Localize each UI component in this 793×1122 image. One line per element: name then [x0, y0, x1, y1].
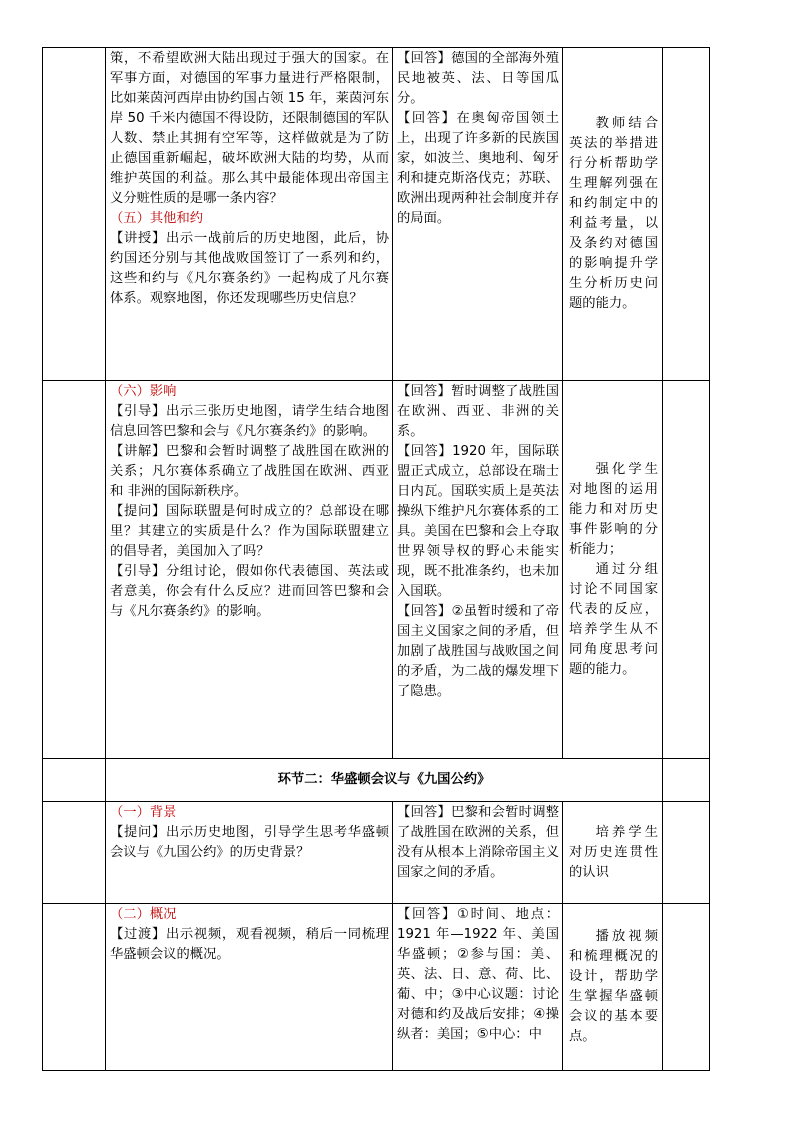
blank-cell: [663, 904, 710, 1071]
blank-cell: [663, 759, 710, 802]
teacher-activity-cell: [106, 802, 393, 904]
activity-tag: 【回答】: [397, 604, 452, 619]
activity-tag: 【讲授】: [110, 231, 166, 246]
lesson-plan-table: [42, 47, 710, 1071]
student-activity: [393, 48, 562, 231]
student-activity-cell: [393, 802, 563, 904]
blank-cell: [43, 381, 106, 759]
paragraph: 【回答】①时间、地点：1921 年—1922 年、美国华盛顿；②参与国：美、英、法、日、意、荷、比、葡、中；③中心议题：讨论对德和约及战后安排；④操纵者：美国；⑤中心：中: [397, 907, 559, 1042]
teacher-activity-cell: [106, 48, 393, 381]
activity-tag: 【提问】: [110, 504, 166, 519]
paragraph: 【回答】德国的全部海外殖民地被英、法、日等国瓜分。: [397, 51, 560, 106]
activity-tag: 【提问】: [110, 825, 166, 840]
blank-cell: [663, 381, 710, 759]
paragraph: 【回答】巴黎和会暂时调整了战胜国在欧洲的关系，但没有从根本上消除帝国主义国家之间的矛盾。: [397, 805, 560, 880]
activity-tag: 【引导】: [110, 564, 166, 579]
teacher-activity-cell: [106, 904, 393, 1071]
design-purpose: 播放视频和梳理概况的设计，帮助学生掌握华盛顿会议的基本要点。: [569, 929, 658, 1044]
paragraph: 【回答】在奥匈帝国领土上，出现了许多新的民族国家，如波兰、奥地利、匈牙利和捷克斯洛伐克；苏联、欧洲出现两种社会制度并存的局面。: [397, 111, 560, 226]
student-activity: [393, 904, 562, 1070]
section-heading: （六）影响: [110, 384, 177, 399]
paragraph: 【讲授】出示一战前后的历史地图，此后，协约国还分别与其他战败国签订了一系列和约，这些和约与《凡尔赛条约》一起构成了凡尔赛体系。观察地图，你还发现哪些历史信息？: [110, 231, 389, 306]
activity-tag: 【回答】: [397, 111, 457, 126]
section-heading: （二）概况: [110, 907, 177, 922]
blank-cell: [663, 48, 710, 381]
design-purpose: 强化学生对地图的运用能力和对历史事件影响的分析能力； 通过分组讨论不同国家代表的反应，培养学生从不同角度思考问题的能力。: [569, 461, 658, 677]
design-purpose: 培养学生对历史连贯性的认识: [569, 824, 658, 880]
section-row: [43, 759, 710, 802]
design-purpose: 教师结合英法的举措进行分析帮助学生理解列强在和约制定中的利益考量，以及条约对德国的影响提升学生分析历史问题的能力。: [569, 116, 658, 311]
blank-cell: [43, 904, 106, 1071]
section-heading: （五）其他和约: [110, 211, 204, 226]
paragraph: 策，不希望欧洲大陆出现过于强大的国家。在军事方面，对德国的军事力量进行严格限制，比如莱茵河西岸由协约国占领 15 年，莱茵河东岸 50 千米内德国不得设防，还限制德国的军队人数、禁止其拥有空军等，这样做就是为了防止德国重新崛起，破坏欧洲大陆的均势，从而维护英国的利益。那么其中最能体现出帝国主义分赃性质的是哪一条内容？: [110, 51, 389, 206]
table-row: [43, 48, 710, 381]
student-activity-cell: [393, 381, 563, 759]
paragraph: 【过渡】出示视频，观看视频，稍后一同梳理华盛顿会议的概况。: [110, 927, 389, 962]
table-row: [43, 381, 710, 759]
design-purpose-cell: [563, 904, 663, 1071]
student-activity: [393, 802, 562, 885]
paragraph: 【回答】②虽暂时缓和了帝国主义国家之间的矛盾，但加剧了战胜国与战败国之间的矛盾，为二战的爆发埋下了隐患。: [397, 604, 560, 699]
paragraph: 【讲解】巴黎和会暂时调整了战胜国在欧洲的关系；凡尔赛体系确立了战胜国在欧洲、西亚和 非洲的国际新秩序。: [110, 444, 389, 499]
teacher-activity-cell: [106, 381, 393, 759]
activity-tag: 【引导】: [110, 404, 166, 419]
student-activity: [393, 381, 562, 704]
paragraph: 【引导】分组讨论，假如你代表德国、英法或者意美，你会有什么反应？进而回答巴黎和会与《凡尔赛条约》的影响。: [110, 564, 389, 619]
paragraph: 【提问】国际联盟是何时成立的？总部设在哪里？其建立的实质是什么？作为国际联盟建立的倡导者，美国加入了吗？: [110, 504, 389, 559]
teacher-activity: [106, 381, 392, 624]
section-title-cell: [106, 759, 663, 802]
activity-tag: 【回答】: [397, 444, 453, 459]
student-activity-cell: [393, 48, 563, 381]
blank-cell: [663, 802, 710, 904]
activity-tag: 【回答】: [397, 384, 452, 399]
blank-cell: [43, 759, 106, 802]
activity-tag: 【回答】: [397, 805, 452, 820]
design-purpose-cell: [563, 48, 663, 381]
activity-tag: 【回答】: [397, 907, 458, 922]
student-activity-cell: [393, 904, 563, 1071]
blank-cell: [43, 48, 106, 381]
design-purpose-cell: [563, 381, 663, 759]
paragraph: 【回答】暂时调整了战胜国在欧洲、西亚、非洲的关系。: [397, 384, 560, 439]
paragraph: 【提问】出示历史地图，引导学生思考华盛顿会议与《九国公约》的历史背景？: [110, 825, 389, 860]
teacher-activity: [106, 904, 392, 967]
section-heading: （一）背景: [110, 805, 177, 820]
paragraph: 【引导】出示三张历史地图，请学生结合地图信息回答巴黎和会与《凡尔赛条约》的影响。: [110, 404, 389, 439]
table-row: [43, 904, 710, 1071]
paragraph: 【回答】1920 年，国际联盟正式成立，总部设在瑞士日内瓦。国联实质上是英法操纵下维护凡尔赛体系的工具。美国在巴黎和会上夺取世界领导权的野心未能实现，既不批准条约，也未加入国联。: [397, 444, 559, 599]
design-purpose-cell: [563, 802, 663, 904]
activity-tag: 【讲解】: [110, 444, 166, 459]
section-title: 环节二：华盛顿会议与《九国公约》: [277, 772, 491, 787]
activity-tag: 【过渡】: [110, 927, 166, 942]
table-row: [43, 802, 710, 904]
teacher-activity: [106, 802, 392, 865]
activity-tag: 【回答】: [397, 51, 452, 66]
blank-cell: [43, 802, 106, 904]
teacher-activity: [106, 48, 392, 311]
